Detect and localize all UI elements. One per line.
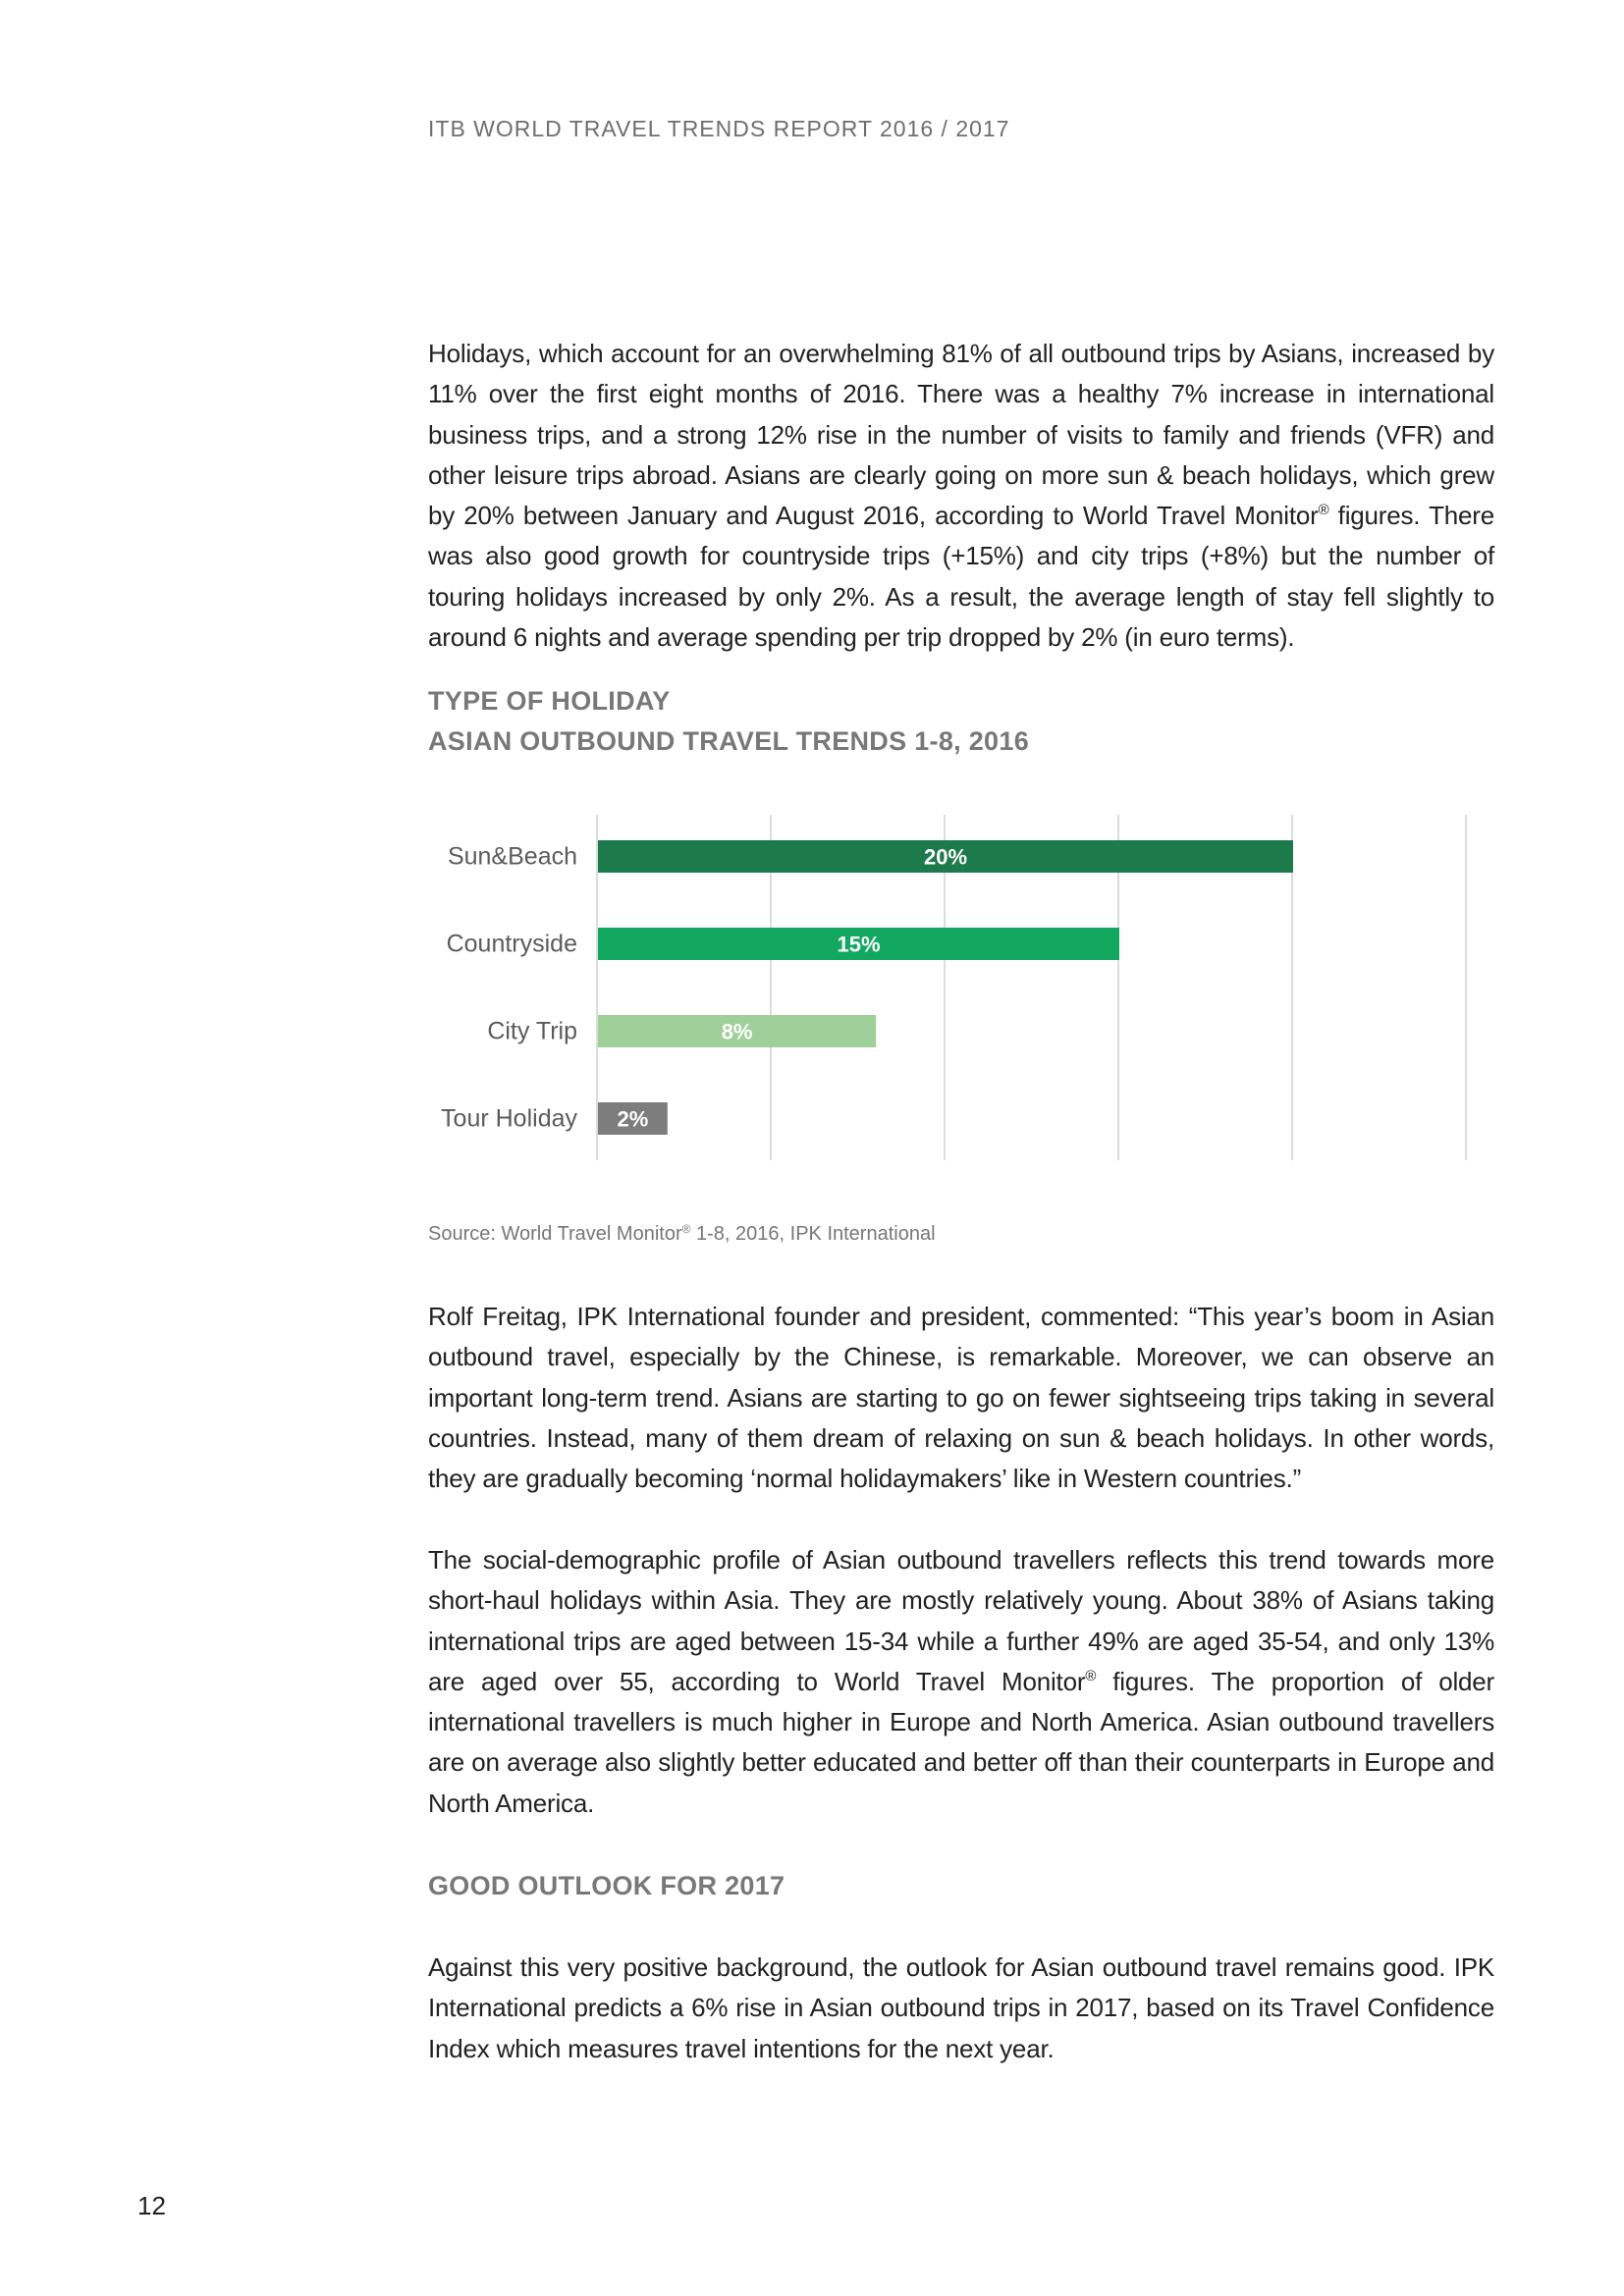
category-label: Tour Holiday xyxy=(441,1104,577,1133)
registered-mark: ® xyxy=(1318,502,1329,519)
quote-paragraph-block xyxy=(428,1297,1494,1499)
bar-value-label: 8% xyxy=(721,1019,753,1044)
category-label: City Trip xyxy=(487,1017,577,1045)
profile-text-a: The social-demographic profile of Asian outbound travellers reflects this trend towards more short-haul holidays within Asia. They are mostly relatively young. About 38% of Asians taking international trips are aged between 15-34 while a further 49% are aged 35-54, and only 13% are aged over 55, according to World Travel Monitor xyxy=(428,1545,1494,1696)
chart-source xyxy=(428,1223,936,1246)
chart-svg xyxy=(428,805,1479,1178)
bar-value-label: 20% xyxy=(923,844,968,870)
chart-heading xyxy=(428,681,1494,763)
intro-paragraph-block xyxy=(428,334,1494,658)
source-suffix: 1-8, 2016, IPK International xyxy=(690,1223,936,1245)
chart-title-line-1: TYPE OF HOLIDAY xyxy=(428,686,671,716)
registered-mark-2: ® xyxy=(1085,1667,1097,1684)
category-label: Countryside xyxy=(446,930,577,958)
holiday-type-bar-chart xyxy=(428,805,1479,1178)
outlook-paragraph: Against this very positive background, the outlook for Asian outbound travel remains good. IPK International predicts a 6% rise in Asian outbound trips in 2017, based on its Travel Confidence Index which measures travel intentions for the next year. xyxy=(428,1952,1494,2063)
profile-text-b: figures. The proportion of older international travellers is much higher in Europe and North America. Asian outbound travellers are on average also slightly better educated and better off than their counterparts in Europe and North America. xyxy=(428,1666,1495,1818)
category-label: Sun&Beach xyxy=(447,842,577,871)
bar-value-label: 15% xyxy=(837,932,881,957)
profile-paragraph-block xyxy=(428,1540,1494,1824)
intro-text-b: figures. There was also good growth for countryside trips (+15%) and city trips (+8%) but the number of touring holidays increased by only 2%. As a result, the average length of stay fell slightly to around 6 nights and average spending per trip dropped by 2% (in euro terms). xyxy=(428,501,1494,653)
outlook-paragraph-block xyxy=(428,1948,1494,2069)
bar-value-label: 2% xyxy=(617,1106,649,1132)
profile-paragraph xyxy=(428,1540,1494,1824)
intro-paragraph xyxy=(428,334,1494,658)
report-header: ITB WORLD TRAVEL TRENDS REPORT 2016 / 2017 xyxy=(428,116,1010,141)
source-prefix: Source: World Travel Monitor xyxy=(428,1223,682,1245)
chart-title-line-2: ASIAN OUTBOUND TRAVEL TRENDS 1-8, 2016 xyxy=(428,726,1030,757)
intro-text-a: Holidays, which account for an overwhelming 81% of all outbound trips by Asians, increased by 11% over the first eight months of 2016. There was a healthy 7% increase in international business trips, and a strong 12% rise in the number of visits to family and friends (VFR) and other leisure trips abroad. Asians are clearly going on more sun & beach holidays, which grew by 20% between January and August 2016, according to World Travel Monitor xyxy=(428,339,1494,531)
source-registered-mark: ® xyxy=(681,1222,691,1236)
quote-paragraph: Rolf Freitag, IPK International founder and president, commented: “This year’s boom in Asian outbound travel, especially by the Chinese, is remarkable. Moreover, we can observe an important long-term trend. Asians are starting to go on fewer sightseeing trips taking in several countries. Instead, many of them dream of relaxing on sun & beach holidays. In other words, they are gradually becoming ‘normal holidaymakers’ like in Western countries.” xyxy=(428,1302,1494,1494)
outlook-heading-block xyxy=(428,1866,1494,1906)
outlook-heading: GOOD OUTLOOK FOR 2017 xyxy=(428,1871,785,1900)
page-number: 12 xyxy=(137,2191,166,2220)
